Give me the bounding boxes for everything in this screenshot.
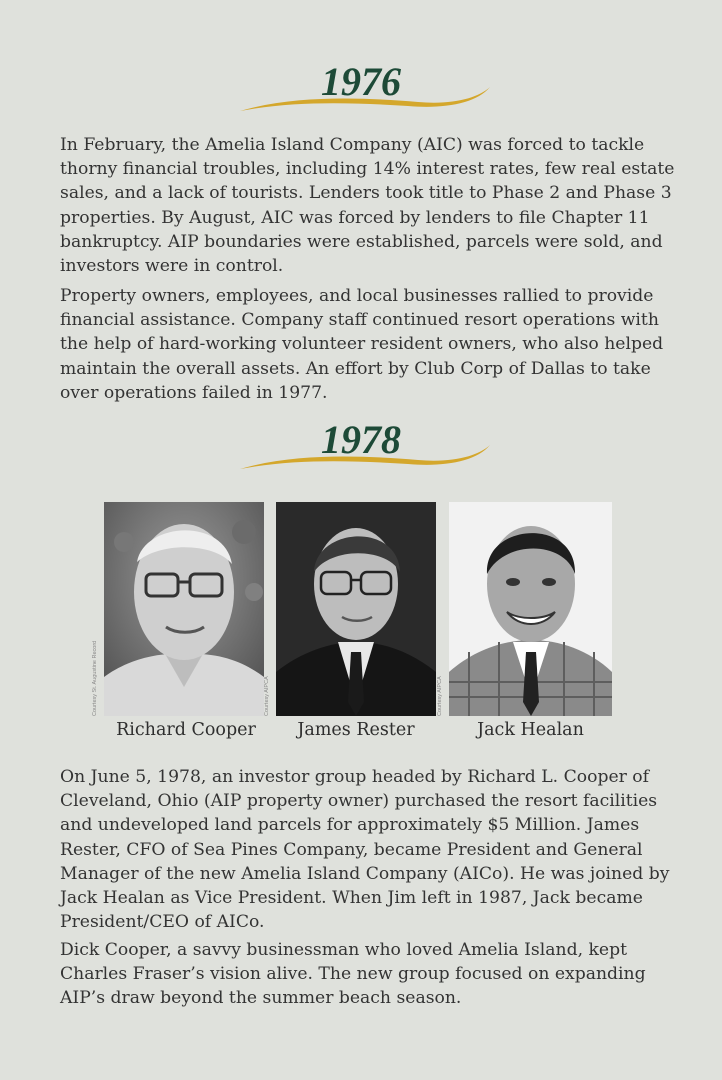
- photo-credit-3: Courtesy AIPCA: [437, 676, 443, 716]
- photo-credit-2: Courtesy AIPCA: [264, 676, 270, 716]
- photo-richard-cooper: [104, 502, 264, 716]
- year-heading-1978-block: [0, 418, 722, 462]
- caption-james-rester: James Rester: [297, 720, 415, 740]
- year-heading-1976: 1976: [321, 59, 401, 104]
- year-heading-1978: 1978: [321, 417, 401, 462]
- paragraph-1976-2: Property owners, employees, and local businesses rallied to provide financial assistance. Company staff continued resort operations with the help of hard-working volunteer resident owners, who also helped maintain the overall assets. An effort by Club Corp of Dallas to take over operations failed in 1977.: [60, 286, 664, 403]
- paragraph-1978-1: On June 5, 1978, an investor group headed by Richard L. Cooper of Cleveland, Ohio (AIP property owner) purchased the resort facilities and undeveloped land parcels for approximately $5 Million. James Rester, CFO of Sea Pines Company, became President and General Manager of the new Amelia Island Company (AICo). He was joined by Jack Healan as Vice President. When Jim left in 1987, Jack became President/CEO of AICo.: [60, 767, 670, 933]
- caption-jack-healan: Jack Healan: [477, 720, 584, 740]
- photo-jack-healan: [449, 502, 612, 716]
- caption-richard-cooper: Richard Cooper: [116, 720, 256, 740]
- photo-credit-1: Courtesy St. Augustine Record: [92, 640, 98, 716]
- paragraph-1976-1: In February, the Amelia Island Company (AIC) was forced to tackle thorny financial troubles, including 14% interest rates, few real estate sales, and a lack of tourists. Lenders took title to Phase 2 and Phase 3 properties. By August, AIC was forced by lenders to file Chapter 11 bankruptcy. AIP boundaries were established, parcels were sold, and investors were in control.: [60, 135, 675, 277]
- paragraph-1978-2: Dick Cooper, a savvy businessman who loved Amelia Island, kept Charles Fraser’s vision alive. The new group focused on expanding AIP’s draw beyond the summer beach season.: [60, 940, 646, 1009]
- year-heading-1976-block: [0, 60, 722, 104]
- photo-james-rester: [276, 502, 436, 716]
